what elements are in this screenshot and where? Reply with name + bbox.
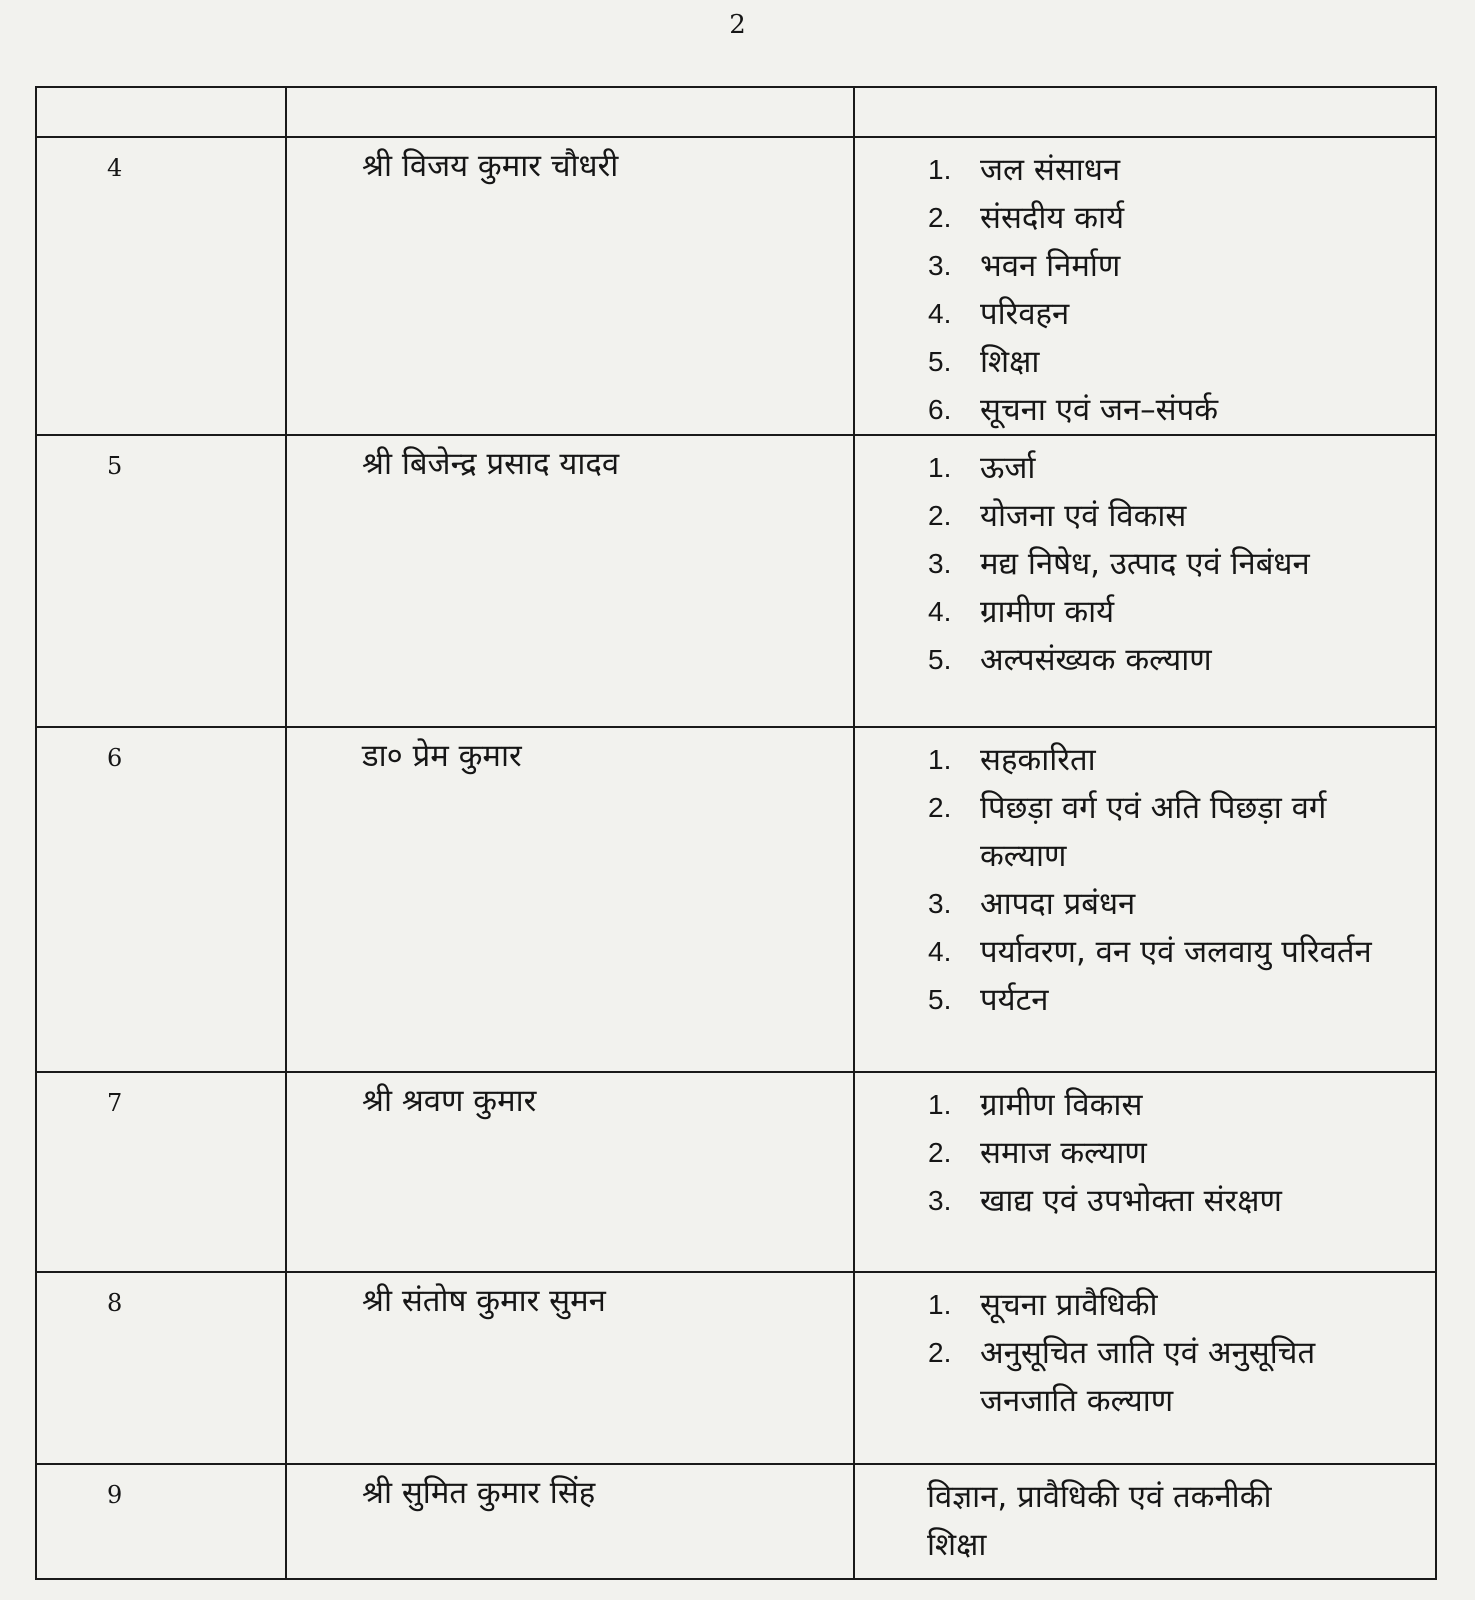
- department-list: [855, 138, 1435, 434]
- department-number: 1.: [928, 1289, 952, 1320]
- department-name: खाद्य एवं उपभोक्ता संरक्षण: [980, 1183, 1282, 1219]
- department-name: समाज कल्याण: [980, 1135, 1147, 1171]
- department-item: [928, 976, 1375, 1024]
- department-item: [928, 636, 1375, 684]
- department-name: पर्यटन: [980, 982, 1049, 1018]
- header-cell-departments: [854, 87, 1436, 137]
- table-row: [36, 1072, 1436, 1272]
- department-name: सूचना प्रावैधिकी: [980, 1287, 1158, 1323]
- table-row: [36, 1464, 1436, 1579]
- department-number: 4.: [928, 936, 952, 967]
- department-number: 2.: [928, 1337, 952, 1368]
- department-number: 6.: [928, 394, 952, 425]
- table-header-row: [36, 87, 1436, 137]
- table-row: [36, 727, 1436, 1072]
- departments-cell: [854, 435, 1436, 727]
- serial-number: 4: [107, 154, 123, 182]
- department-name: अल्पसंख्यक कल्याण: [980, 642, 1212, 678]
- department-number: 2.: [928, 500, 952, 531]
- name-cell: [286, 137, 854, 435]
- department-item: [928, 146, 1375, 194]
- table-row: [36, 435, 1436, 727]
- department-number: 2.: [928, 1137, 952, 1168]
- department-item: [928, 736, 1375, 784]
- minister-name: श्री संतोष कुमार सुमन: [362, 1283, 606, 1319]
- serial-number: 5: [107, 452, 123, 480]
- departments-cell: [854, 727, 1436, 1072]
- department-number: 1.: [928, 154, 952, 185]
- serial-cell: [36, 1272, 286, 1464]
- department-number: 2.: [928, 792, 952, 823]
- department-name: भवन निर्माण: [980, 248, 1121, 284]
- page-number: 2: [729, 10, 746, 40]
- header-cell-serial: [36, 87, 286, 137]
- serial-cell: [36, 435, 286, 727]
- name-cell: [286, 435, 854, 727]
- table-row: [36, 1272, 1436, 1464]
- department-number: 3.: [928, 1185, 952, 1216]
- department-name: ऊर्जा: [980, 450, 1036, 486]
- serial-number: 7: [107, 1089, 123, 1117]
- department-item: [928, 928, 1375, 976]
- name-cell: [286, 1272, 854, 1464]
- department-name: जल संसाधन: [980, 152, 1121, 188]
- department-number: 1.: [928, 744, 952, 775]
- name-cell: [286, 1464, 854, 1579]
- minister-name: श्री विजय कुमार चौधरी: [362, 148, 619, 184]
- name-cell: [286, 1072, 854, 1272]
- department-number: 5.: [928, 644, 952, 675]
- department-name: ग्रामीण कार्य: [980, 594, 1115, 630]
- table-row: [36, 137, 1436, 435]
- department-item: [928, 588, 1375, 636]
- minister-name: श्री सुमित कुमार सिंह: [362, 1475, 596, 1511]
- departments-cell: [854, 1072, 1436, 1272]
- header-cell-name: [286, 87, 854, 137]
- department-list: [855, 436, 1435, 684]
- serial-number: 8: [107, 1289, 123, 1317]
- department-name: विज्ञान, प्रावैधिकी एवं तकनीकी शिक्षा: [927, 1479, 1272, 1563]
- department-item: [928, 1177, 1375, 1225]
- serial-cell: [36, 1464, 286, 1579]
- department-number: 5.: [928, 346, 952, 377]
- department-number: 3.: [928, 548, 952, 579]
- department-number: 2.: [928, 202, 952, 233]
- department-name: संसदीय कार्य: [980, 200, 1125, 236]
- department-name: पिछड़ा वर्ग एवं अति पिछड़ा वर्ग कल्याण: [980, 790, 1327, 874]
- department-item: [928, 1081, 1375, 1129]
- serial-cell: [36, 137, 286, 435]
- department-number: 3.: [928, 250, 952, 281]
- department-name: पर्यावरण, वन एवं जलवायु परिवर्तन: [980, 934, 1372, 970]
- name-cell: [286, 727, 854, 1072]
- department-item: [928, 338, 1375, 386]
- department-item: [928, 290, 1375, 338]
- minister-portfolio-table: [35, 86, 1437, 1580]
- serial-cell: [36, 727, 286, 1072]
- department-name: शिक्षा: [980, 344, 1040, 380]
- department-list: [855, 728, 1435, 1024]
- department-number: 1.: [928, 452, 952, 483]
- department-item: [928, 784, 1375, 880]
- minister-name: श्री श्रवण कुमार: [362, 1083, 537, 1119]
- departments-cell: [854, 137, 1436, 435]
- department-number: 4.: [928, 596, 952, 627]
- department-name: मद्य निषेध, उत्पाद एवं निबंधन: [980, 546, 1310, 582]
- department-item: [928, 1329, 1375, 1425]
- department-number: 1.: [928, 1089, 952, 1120]
- department-list: [855, 1073, 1435, 1225]
- department-item: [928, 386, 1375, 434]
- department-name: योजना एवं विकास: [980, 498, 1187, 534]
- department-number: 3.: [928, 888, 952, 919]
- department-item: [928, 1129, 1375, 1177]
- department-item: [928, 492, 1375, 540]
- department-item: [928, 194, 1375, 242]
- serial-number: 6: [107, 744, 123, 772]
- department-item: [928, 1281, 1375, 1329]
- minister-name: श्री बिजेन्द्र प्रसाद यादव: [362, 446, 620, 482]
- department-list: [855, 1273, 1435, 1425]
- departments-cell: [854, 1464, 1436, 1579]
- department-name: अनुसूचित जाति एवं अनुसूचित जनजाति कल्याण: [980, 1335, 1316, 1419]
- department-name: ग्रामीण विकास: [980, 1087, 1143, 1123]
- department-item: [928, 540, 1375, 588]
- department-name: आपदा प्रबंधन: [980, 886, 1136, 922]
- serial-cell: [36, 1072, 286, 1272]
- minister-name: डा० प्रेम कुमार: [362, 738, 522, 774]
- department-item: [928, 880, 1375, 928]
- department-number: 4.: [928, 298, 952, 329]
- department-item: [928, 242, 1375, 290]
- department-name: सहकारिता: [980, 742, 1096, 778]
- department-number: 5.: [928, 984, 952, 1015]
- department-name: सूचना एवं जन–संपर्क: [980, 392, 1219, 428]
- departments-cell: [854, 1272, 1436, 1464]
- department-item: [928, 444, 1375, 492]
- serial-number: 9: [107, 1481, 123, 1509]
- department-name: परिवहन: [980, 296, 1070, 332]
